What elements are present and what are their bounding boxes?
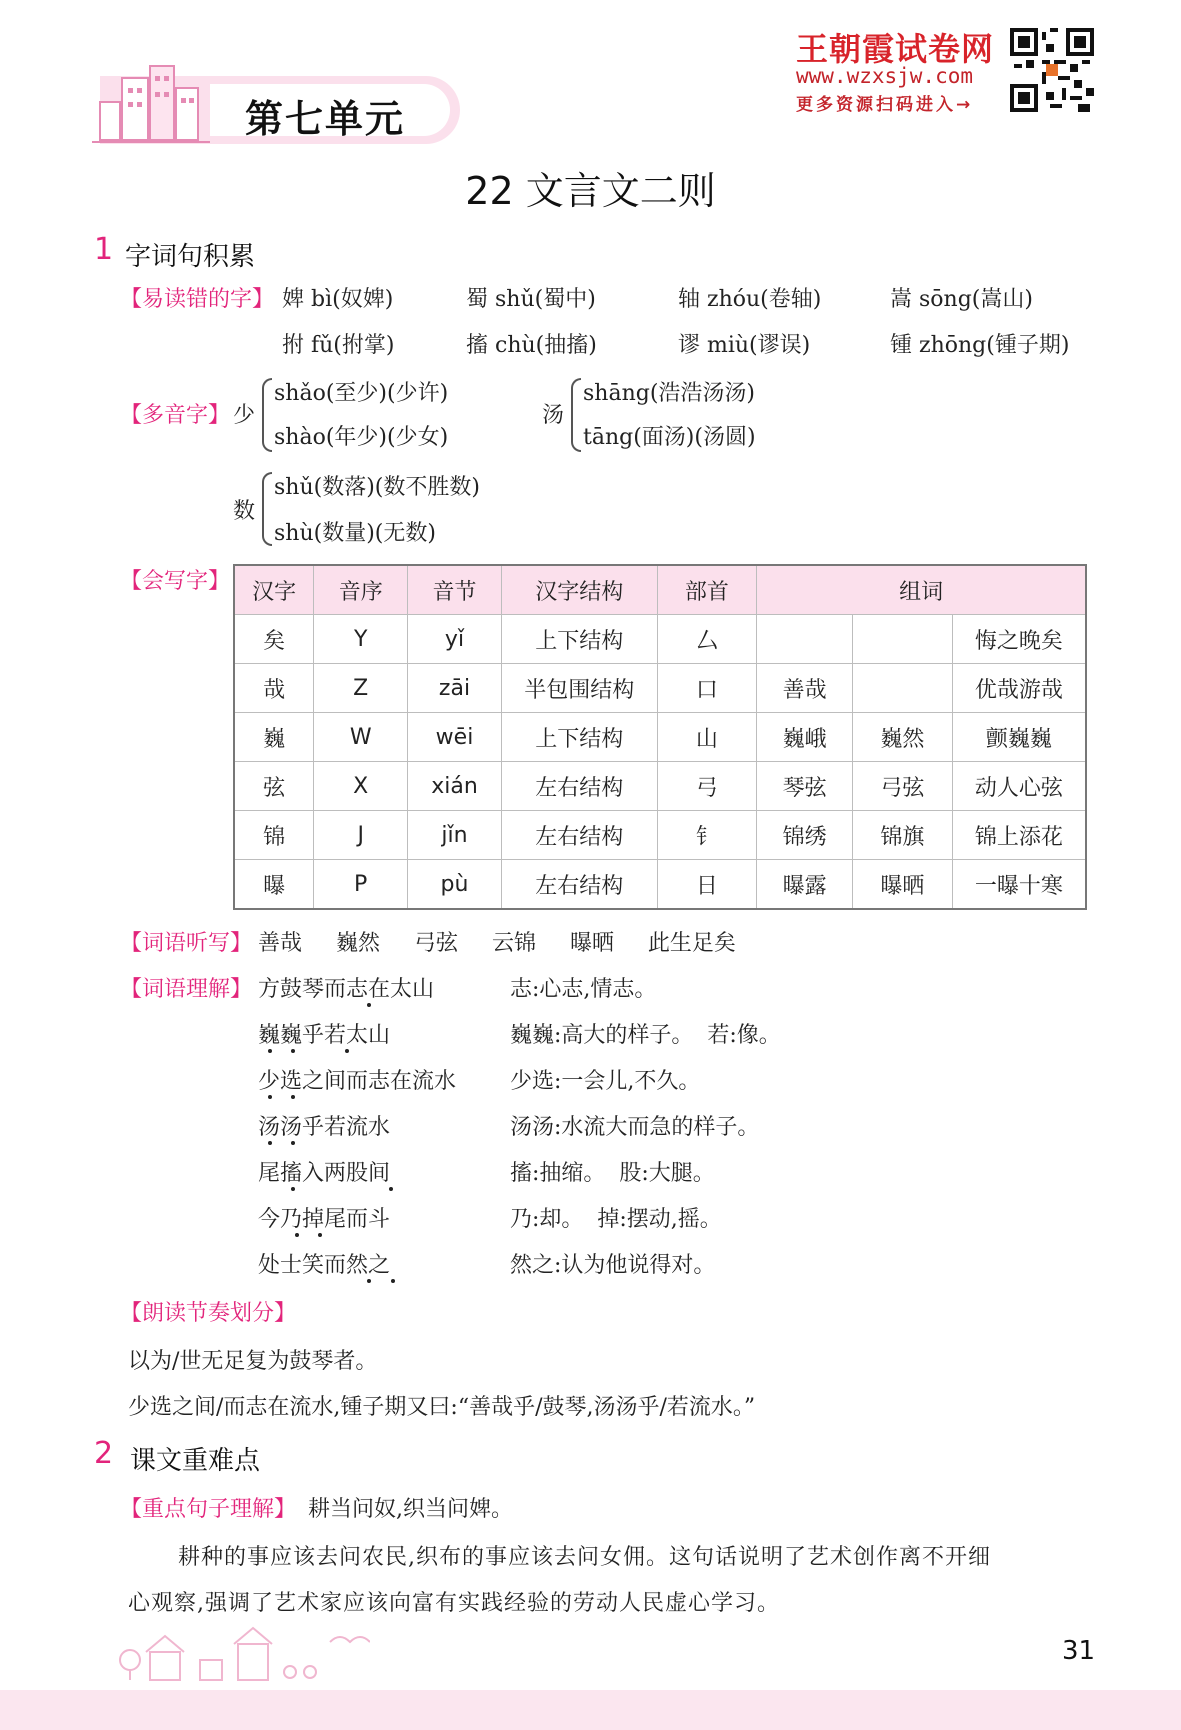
table-cell: 弓 (657, 762, 757, 811)
emphasis-dot (345, 1049, 349, 1053)
table-cell: 弓弦 (853, 762, 953, 811)
explanation-line: 耕种的事应该去问农民,织布的事应该去问女佣。这句话说明了艺术创作离不开细 (178, 1545, 991, 1570)
table-cell: 曝晒 (853, 860, 953, 910)
brace (571, 378, 581, 452)
table-cell: 钅 (657, 811, 757, 860)
table-cell: 矣 (234, 615, 314, 664)
easy-wrong-item: 谬 miù(谬误) (678, 333, 811, 358)
table-cell: 半包围结构 (501, 664, 657, 713)
table-cell: 优哉游哉 (952, 664, 1086, 713)
table-cell: 锦上添花 (952, 811, 1086, 860)
lesson-title: 22 文言文二则 (465, 169, 716, 213)
polyphone-tag: 【多音字】 (120, 403, 231, 428)
polyphone-reading: tāng(面汤)(汤圆) (583, 425, 756, 450)
emphasis-dot (291, 1141, 295, 1145)
table-cell: 哉 (234, 664, 314, 713)
table-cell: 巍 (234, 713, 314, 762)
rhythm-line: 少选之间/而志在流水,锺子期又曰:“善哉乎/鼓琴,汤汤乎/若流水。” (128, 1395, 756, 1420)
table-cell: jǐn (408, 811, 502, 860)
writing-tag: 【会写字】 (120, 569, 231, 594)
table-row (234, 664, 1086, 713)
table-cell: 厶 (657, 615, 757, 664)
table-cell: 巍峨 (757, 713, 853, 762)
emphasis-dot (367, 1279, 371, 1283)
table-cell: 山 (657, 713, 757, 762)
table-cell: 锦 (234, 811, 314, 860)
meaning: 然之:认为他说得对。 (510, 1253, 716, 1278)
phrase: 尾搐入两股间 (258, 1161, 391, 1186)
dictation-tag: 【词语听写】 (120, 931, 253, 956)
section-1-title: 字词句积累 (125, 242, 256, 272)
table-cell: J (314, 811, 408, 860)
table-cell (853, 615, 953, 664)
footer-band (0, 1690, 1181, 1730)
building-illustration-icon (92, 58, 212, 150)
emphasis-dot (367, 1003, 371, 1007)
polyphone-reading: shǎo(至少)(少许) (274, 381, 449, 406)
table-cell: 锦绣 (757, 811, 853, 860)
table-cell: 日 (657, 860, 757, 910)
easy-wrong-item: 搐 chù(抽搐) (466, 333, 597, 358)
unit-title: 第七单元 (245, 97, 406, 141)
table-cell (757, 615, 853, 664)
table-cell: 巍然 (853, 713, 953, 762)
table-cell: 左右结构 (501, 860, 657, 910)
table-header: 汉字结构 (501, 565, 657, 615)
table-header: 音序 (314, 565, 408, 615)
phrase: 巍巍乎若太山 (258, 1023, 391, 1048)
table-cell: wēi (408, 713, 502, 762)
easy-wrong-item: 蜀 shǔ(蜀中) (466, 287, 596, 312)
emphasis-dot (291, 1049, 295, 1053)
polyphone-char: 少 (233, 403, 256, 428)
qr-code-icon[interactable] (1010, 28, 1094, 112)
meaning: 乃:却。 掉:摆动,摇。 (510, 1207, 722, 1232)
emphasis-dot (268, 1049, 272, 1053)
polyphone-char: 汤 (542, 403, 565, 428)
meaning: 巍巍:高大的样子。 若:像。 (510, 1023, 781, 1048)
table-cell: 左右结构 (501, 811, 657, 860)
table-cell: 口 (657, 664, 757, 713)
brace (262, 472, 272, 546)
table-cell: Z (314, 664, 408, 713)
rhythm-line: 以为/世无足复为鼓琴者。 (128, 1349, 378, 1374)
polyphone-reading: shào(年少)(少女) (274, 425, 449, 450)
meaning: 志:心志,情志。 (510, 977, 657, 1002)
section-2-title: 课文重难点 (130, 1446, 261, 1476)
polyphone-reading: shāng(浩浩汤汤) (583, 381, 755, 406)
table-cell: 上下结构 (501, 713, 657, 762)
easy-wrong-item: 轴 zhóu(卷轴) (678, 287, 822, 312)
easy-wrong-item: 锺 zhōng(锺子期) (890, 333, 1070, 358)
table-cell: 上下结构 (501, 615, 657, 664)
table-cell: 锦旗 (853, 811, 953, 860)
easy-wrong-item: 嵩 sōng(嵩山) (890, 287, 1033, 312)
understanding-tag: 【词语理解】 (120, 977, 253, 1002)
table-cell: 曝 (234, 860, 314, 910)
polyphone-reading: shù(数量)(无数) (274, 521, 436, 546)
table-cell: Y (314, 615, 408, 664)
section-1-number: 1 (94, 232, 114, 267)
table-cell (853, 664, 953, 713)
table-header: 组词 (757, 565, 1086, 615)
table-cell: 左右结构 (501, 762, 657, 811)
key-sentence-tag: 【重点句子理解】 (120, 1497, 297, 1522)
emphasis-dot (291, 1095, 295, 1099)
table-header: 音节 (408, 565, 502, 615)
writing-table (233, 564, 1087, 910)
brand-note: 更多资源扫码进入→ (796, 95, 974, 115)
table-cell: W (314, 713, 408, 762)
emphasis-dot (291, 1187, 295, 1191)
table-cell: pù (408, 860, 502, 910)
table-cell: X (314, 762, 408, 811)
emphasis-dot (391, 1279, 395, 1283)
page-number: 31 (1062, 1636, 1096, 1666)
table-header: 部首 (657, 565, 757, 615)
emphasis-dot (389, 1187, 393, 1191)
table-row (234, 762, 1086, 811)
meaning: 搐:抽缩。 股:大腿。 (510, 1161, 715, 1186)
brand-url[interactable]: www.wzxsjw.com (796, 64, 974, 88)
easy-wrong-tag: 【易读错的字】 (120, 287, 275, 312)
table-cell: P (314, 860, 408, 910)
table-cell: 曝露 (757, 860, 853, 910)
key-sentence: 耕当问奴,织当问婢。 (308, 1497, 513, 1522)
emphasis-dot (268, 1095, 272, 1099)
footer-decoration-icon (110, 1622, 370, 1682)
phrase: 今乃掉尾而斗 (258, 1207, 391, 1232)
phrase: 少选之间而志在流水 (258, 1069, 457, 1094)
table-row (234, 713, 1086, 762)
table-cell: 悔之晚矣 (952, 615, 1086, 664)
easy-wrong-item: 婢 bì(奴婢) (282, 287, 394, 312)
emphasis-dot (295, 1233, 299, 1237)
table-cell: 颤巍巍 (952, 713, 1086, 762)
meaning: 汤汤:水流大而急的样子。 (510, 1115, 760, 1140)
brace (262, 378, 272, 452)
polyphone-reading: shǔ(数落)(数不胜数) (274, 475, 480, 500)
table-row (234, 860, 1086, 910)
dictation-words: 善哉 巍然 弓弦 云锦 曝晒 此生足矣 (258, 931, 736, 956)
table-cell: 善哉 (757, 664, 853, 713)
explanation-line: 心观察,强调了艺术家应该向富有实践经验的劳动人民虚心学习。 (128, 1591, 780, 1616)
emphasis-dot (318, 1233, 322, 1237)
section-2-number: 2 (94, 1436, 114, 1471)
table-cell: 琴弦 (757, 762, 853, 811)
table-row (234, 811, 1086, 860)
brand-name: 王朝霞试卷网 (796, 30, 995, 68)
phrase: 方鼓琴而志在太山 (258, 977, 435, 1002)
emphasis-dot (268, 1141, 272, 1145)
table-header: 汉字 (234, 565, 314, 615)
table-row (234, 615, 1086, 664)
rhythm-tag: 【朗读节奏划分】 (120, 1301, 297, 1326)
easy-wrong-item: 拊 fǔ(拊掌) (282, 333, 395, 358)
polyphone-char: 数 (233, 499, 256, 524)
table-cell: zāi (408, 664, 502, 713)
phrase: 汤汤乎若流水 (258, 1115, 391, 1140)
table-cell: xián (408, 762, 502, 811)
meaning: 少选:一会儿,不久。 (510, 1069, 701, 1094)
phrase: 处士笑而然之 (258, 1253, 391, 1278)
table-cell: 动人心弦 (952, 762, 1086, 811)
table-cell: 一曝十寒 (952, 860, 1086, 910)
table-header-row (234, 565, 1086, 615)
table-cell: yǐ (408, 615, 502, 664)
table-cell: 弦 (234, 762, 314, 811)
